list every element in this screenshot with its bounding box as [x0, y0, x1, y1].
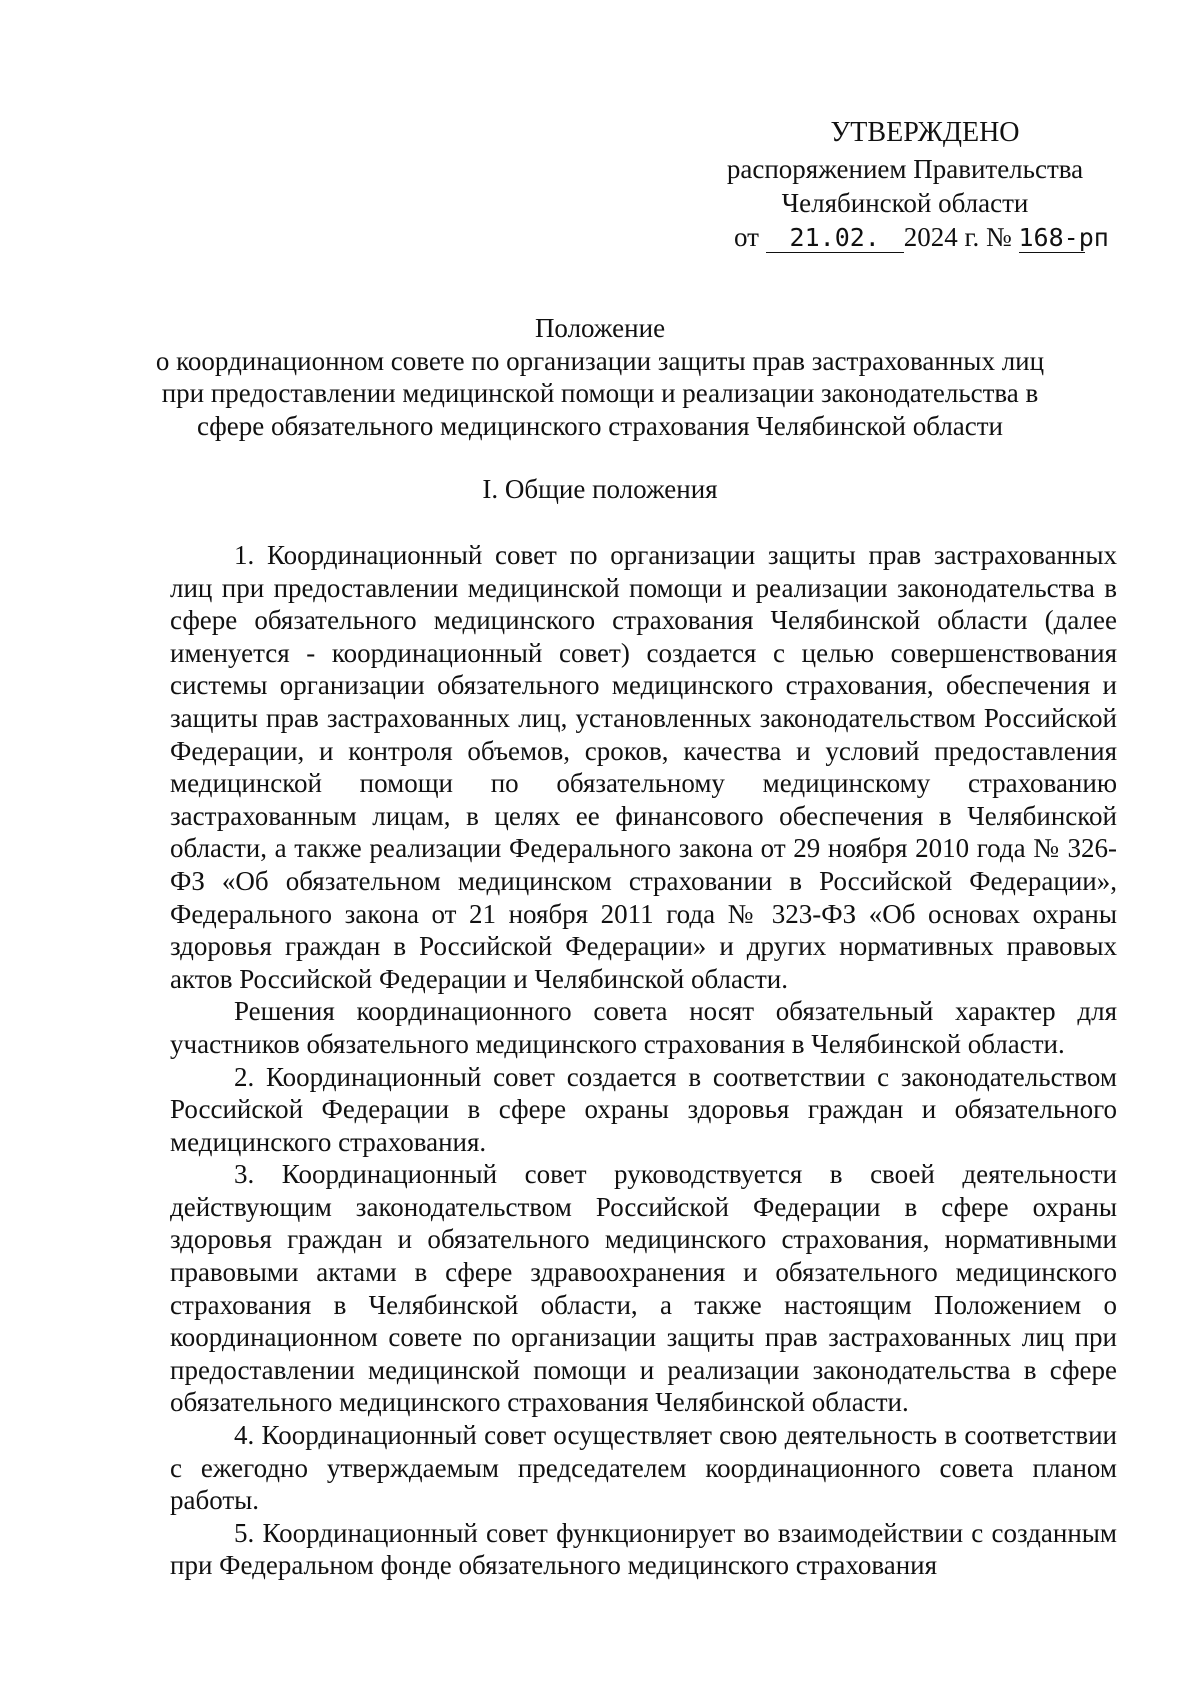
approval-authority: распоряжением Правительства [726, 154, 1084, 184]
paragraph-1-decisions: Решения координационного совета носят обязательный характер для участников обязательного медицинского страхования в Челябинской области. [170, 996, 1117, 1059]
paragraph-2: 2. Координационный совет создается в соответствии с законодательством Российской Федерации в сфере охраны здоровья граждан и обязательного медицинского страхования. [170, 1061, 1117, 1157]
document-body [170, 539, 1117, 1582]
paragraph-1: 1. Координационный совет по организации защиты прав застрахованных лиц при предоставлении медицинской помощи и реализации законодательства в сфере обязательного медицинского страхования Челябинской области (далее именуется - координационный совет) создается с целью совершенствования системы организации обязательного медицинского страхования, обеспечения и защиты прав застрахованных лиц, установленных законодательством Российской Федерации, и контроля объемов, сроков, качества и условий предоставления медицинской помощи по обязательному медицинскому страхованию застрахованным лицам, в целях ее финансового обеспечения в Челябинской области, а также реализации Федерального закона от 29 ноября 2010 года № 326-ФЗ «Об обязательном медицинском страховании в Российской Федерации», Федерального закона от 21 ноября 2011 года № 323-ФЗ «Об основах охраны здоровья граждан в Российской Федерации» и других нормативных правовых актов Российской Федерации и Челябинской области. [170, 540, 1117, 994]
approval-year-text: 2024 г. № [903, 222, 1012, 252]
document-heading [150, 312, 1050, 442]
approval-number-value: 168-рп [1018, 223, 1109, 252]
approval-block [690, 116, 1120, 254]
paragraph-5: 5. Координационный совет функционирует во взаимодействии с созданным при Федеральном фонде обязательного медицинского страхования [170, 1517, 1117, 1581]
paragraph-3: 3. Координационный совет руководствуется в своей деятельности действующим законодательством Российской Федерации в сфере охраны здоровья граждан и обязательного медицинского страхования, нормативными правовыми актами в сфере здравоохранения и обязательного медицинского страхования в Челябинской области, а также настоящим Положением о координационном совете по организации защиты прав застрахованных лиц при предоставлении медицинской помощи и реализации законодательства в сфере обязательного медицинского страхования Челябинской области. [170, 1159, 1117, 1418]
approval-date-prefix: от [734, 222, 759, 252]
document-title: Положение [534, 313, 666, 343]
document-subtitle-line-2: при предоставлении медицинской помощи и реализации законодательства в [161, 378, 1039, 408]
document-subtitle-line-1: о координационном совете по организации защиты прав застрахованных лиц [155, 345, 1045, 376]
paragraph-4: 4. Координационный совет осуществляет свою деятельность в соответствии с ежегодно утверждаемым председателем координационного совета планом работы. [170, 1420, 1117, 1516]
approval-region: Челябинской области [781, 188, 1029, 218]
approval-date-value: 21.02. [766, 224, 904, 253]
section-title: I. Общие положения [482, 474, 718, 504]
approval-title: УТВЕРЖДЕНО [830, 117, 1020, 148]
document-subtitle-line-3: сфере обязательного медицинского страхования Челябинской области [196, 410, 1004, 441]
approval-date-line [690, 220, 1120, 254]
